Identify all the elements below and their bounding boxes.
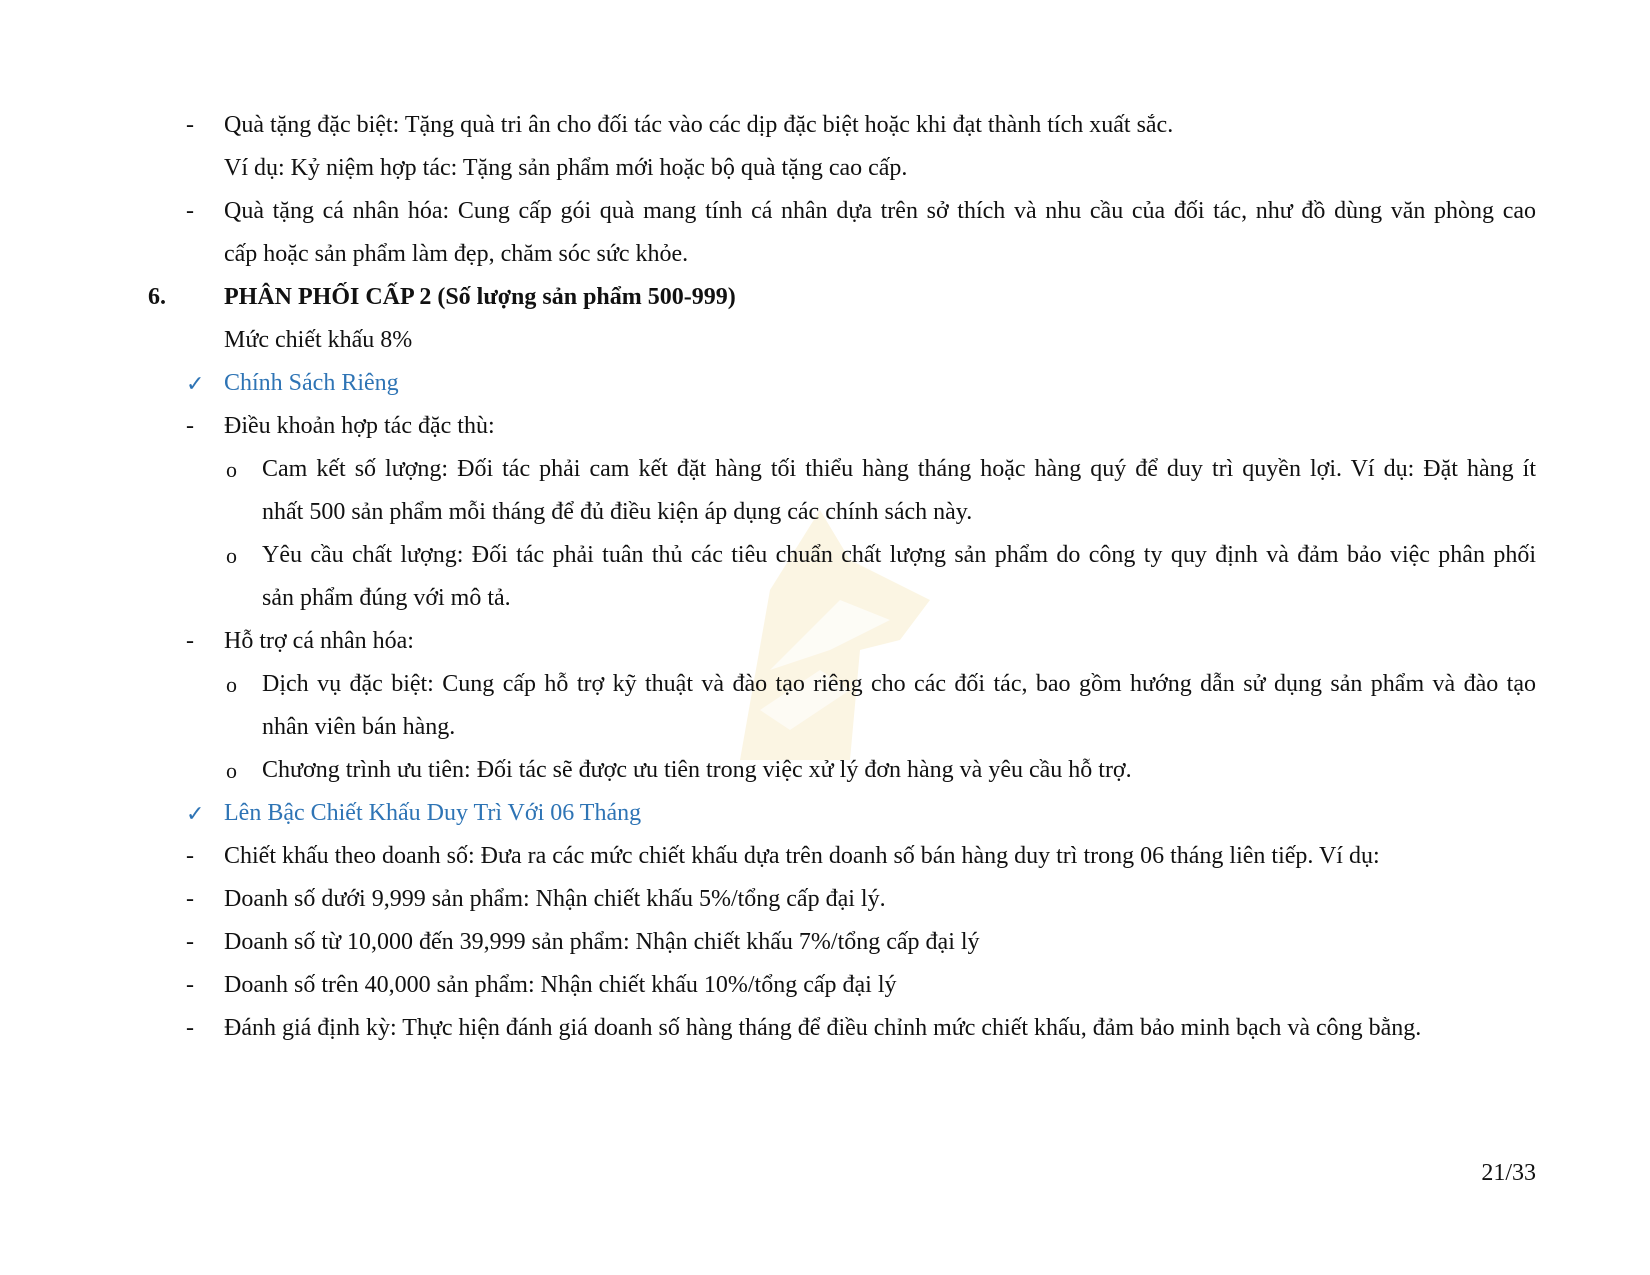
line-text: Đánh giá định kỳ: Thực hiện đánh giá doanh số hàng tháng để điều chỉnh mức chiết khấu, đảm bảo minh bạch và công bằng. — [224, 1015, 1422, 1041]
line-text: sản phẩm đúng với mô tả. — [262, 585, 511, 611]
bullet-line — [0, 964, 1650, 1007]
section-heading — [0, 276, 1650, 319]
page-number: 21/33 — [1481, 1160, 1536, 1186]
dash-marker: - — [186, 886, 194, 912]
line-text: Chương trình ưu tiên: Đối tác sẽ được ưu tiên trong việc xử lý đơn hàng và yêu cầu hỗ trợ. — [262, 757, 1132, 783]
sub-bullet-line — [0, 448, 1650, 491]
dash-marker: - — [186, 198, 194, 224]
line-text: cấp hoặc sản phẩm làm đẹp, chăm sóc sức khỏe. — [224, 241, 689, 267]
circle-bullet-icon: o — [226, 457, 237, 482]
line-text: Doanh số từ 10,000 đến 39,999 sản phẩm: Nhận chiết khấu 7%/tổng cấp đại lý — [224, 929, 980, 955]
subheading-text: Chính Sách Riêng — [224, 370, 399, 396]
dash-marker: - — [186, 112, 194, 138]
continuation-line — [0, 147, 1650, 190]
bullet-line — [0, 104, 1650, 147]
bullet-line — [0, 1007, 1650, 1050]
line-text: nhất 500 sản phẩm mỗi tháng để đủ điều kiện áp dụng các chính sách này. — [262, 499, 973, 525]
subheading-line — [0, 362, 1650, 405]
line-text: Doanh số dưới 9,999 sản phẩm: Nhận chiết khấu 5%/tổng cấp đại lý. — [224, 886, 886, 912]
dash-marker: - — [186, 929, 194, 955]
line-text: nhân viên bán hàng. — [262, 714, 456, 740]
bullet-line — [0, 835, 1650, 878]
sub-bullet-line — [0, 663, 1650, 706]
circle-bullet-icon: o — [226, 672, 237, 697]
dash-marker: - — [186, 413, 194, 439]
line-text: Chiết khấu theo doanh số: Đưa ra các mức chiết khấu dựa trên doanh số bán hàng duy trì trong 06 tháng liên tiếp. Ví dụ: — [224, 843, 1380, 869]
bullet-line — [0, 405, 1650, 448]
continuation-line — [0, 577, 1650, 620]
sub-bullet-line — [0, 534, 1650, 577]
circle-bullet-icon: o — [226, 758, 237, 783]
line-text: Ví dụ: Kỷ niệm hợp tác: Tặng sản phẩm mới hoặc bộ quà tặng cao cấp. — [224, 155, 908, 181]
line-text: Yêu cầu chất lượng: Đối tác phải tuân thủ các tiêu chuẩn chất lượng sản phẩm do công ty quy định và đảm bảo việc phân phối — [262, 542, 1536, 568]
sub-bullet-line — [0, 749, 1650, 792]
bullet-line — [0, 878, 1650, 921]
dash-marker: - — [186, 843, 194, 869]
subheading-line — [0, 792, 1650, 835]
subheading-text: Lên Bậc Chiết Khấu Duy Trì Với 06 Tháng — [224, 800, 642, 826]
line-text: Quà tặng đặc biệt: Tặng quà tri ân cho đối tác vào các dịp đặc biệt hoặc khi đạt thành tích xuất sắc. — [224, 112, 1174, 138]
line-text: Mức chiết khấu 8% — [224, 327, 413, 353]
bullet-line — [0, 921, 1650, 964]
bullet-line — [0, 190, 1650, 233]
section-title: PHÂN PHỐI CẤP 2 (Số lượng sản phẩm 500-999) — [224, 284, 736, 310]
checkmark-icon: ✓ — [186, 801, 205, 826]
dash-marker: - — [186, 1015, 194, 1041]
dash-marker: - — [186, 628, 194, 654]
line-text: Quà tặng cá nhân hóa: Cung cấp gói quà mang tính cá nhân dựa trên sở thích và nhu cầu của đối tác, như đồ dùng văn phòng cao — [224, 198, 1536, 224]
circle-bullet-icon: o — [226, 543, 237, 568]
line-text: Điều khoản hợp tác đặc thù: — [224, 413, 495, 439]
discount-rate-line — [0, 319, 1650, 362]
continuation-line — [0, 491, 1650, 534]
bullet-line — [0, 620, 1650, 663]
continuation-line — [0, 233, 1650, 276]
line-text: Cam kết số lượng: Đối tác phải cam kết đặt hàng tối thiểu hàng tháng hoặc hàng quý để duy trì quyền lợi. Ví dụ: Đặt hàng ít — [262, 456, 1536, 482]
checkmark-icon: ✓ — [186, 371, 205, 396]
dash-marker: - — [186, 972, 194, 998]
line-text: Hỗ trợ cá nhân hóa: — [224, 628, 414, 654]
continuation-line — [0, 706, 1650, 749]
section-number: 6. — [148, 284, 166, 310]
line-text: Dịch vụ đặc biệt: Cung cấp hỗ trợ kỹ thuật và đào tạo riêng cho các đối tác, bao gồm hướng dẫn sử dụng sản phẩm và đào tạo — [262, 671, 1536, 697]
line-text: Doanh số trên 40,000 sản phẩm: Nhận chiết khấu 10%/tổng cấp đại lý — [224, 972, 897, 998]
